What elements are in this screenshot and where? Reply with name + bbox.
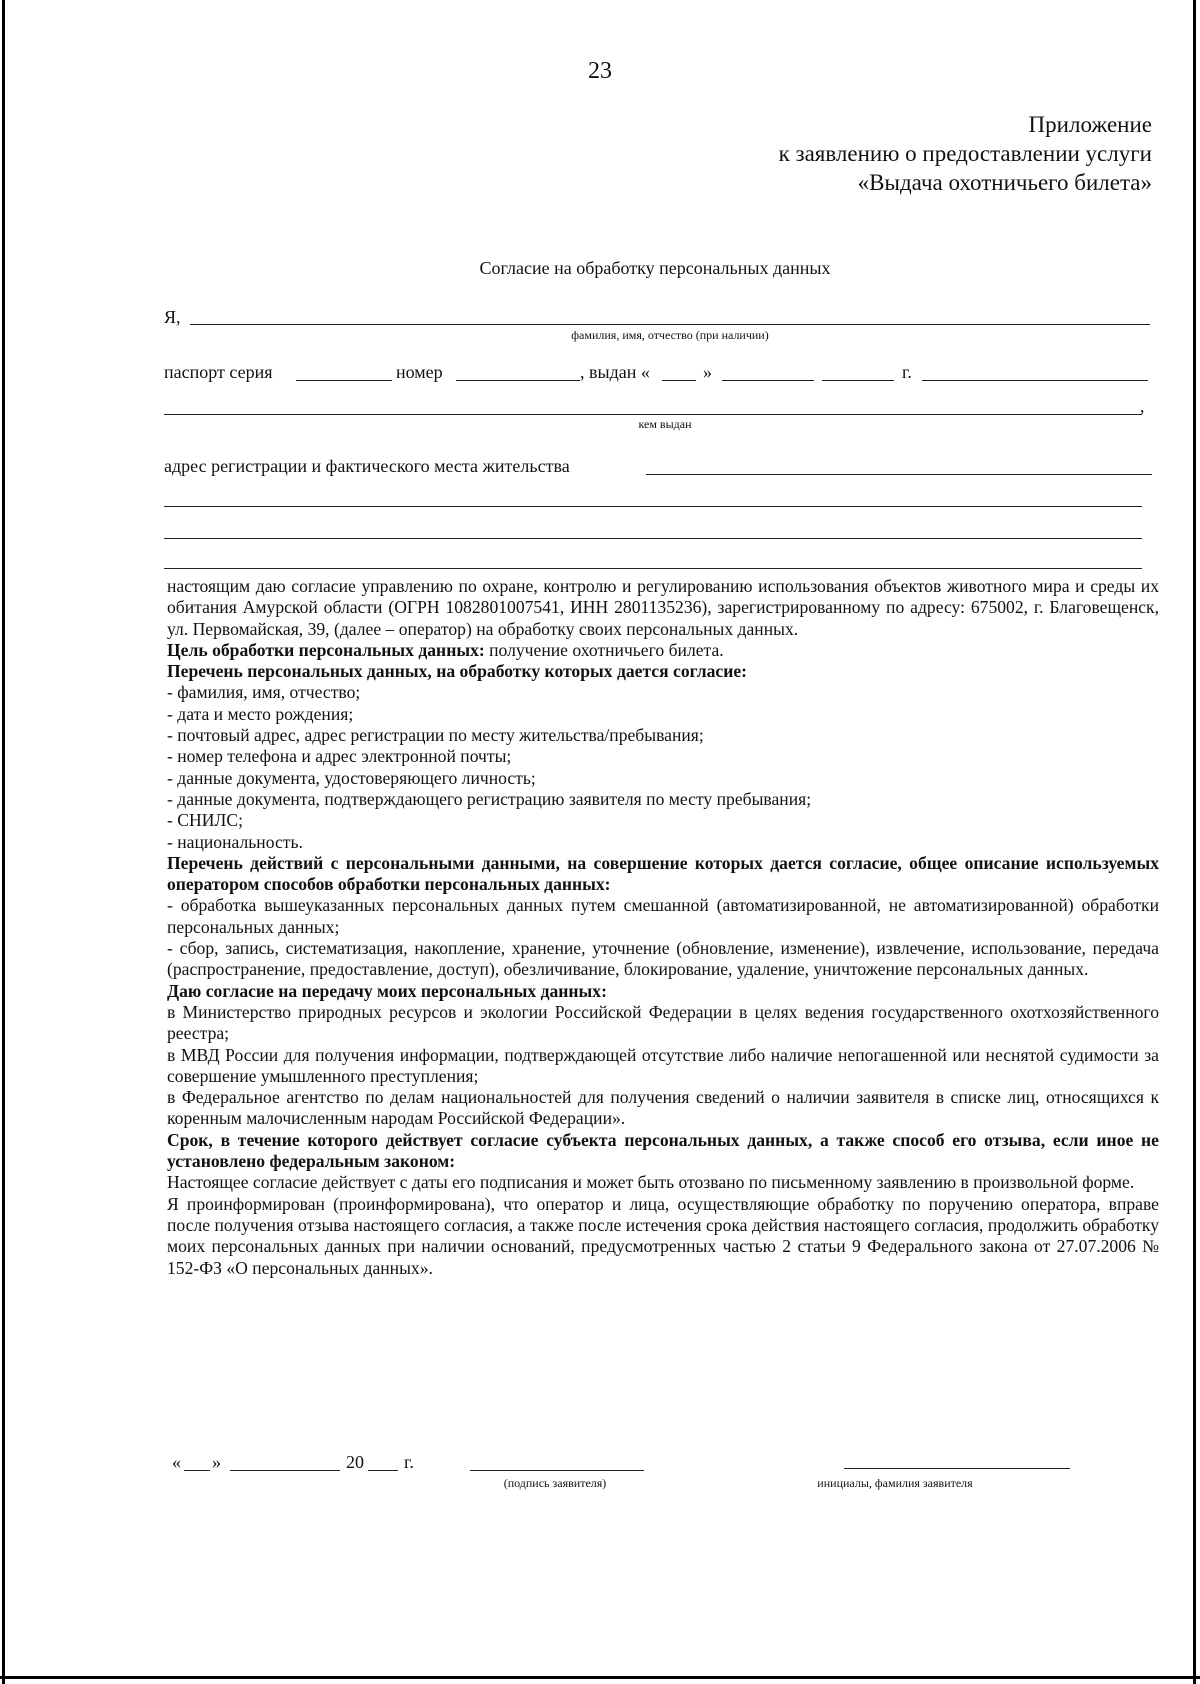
sign-day-field[interactable] xyxy=(184,1470,210,1471)
address-field-2[interactable] xyxy=(164,506,1142,507)
year-suffix: г. xyxy=(404,1452,414,1472)
passport-number-field[interactable] xyxy=(456,380,580,381)
page-border-right xyxy=(1193,0,1196,1684)
appendix-line-1: Приложение xyxy=(1028,112,1152,137)
transfer-item: в МВД России для получения информации, подтверждающей отсутствие либо наличие непогашенной или неснятой судимости за совершение умышленного преступления; xyxy=(167,1044,1159,1086)
page-border-bottom xyxy=(0,1676,1200,1679)
page-number: 23 xyxy=(588,58,612,84)
action-item: - обработка вышеуказанных персональных данных путем смешанной (автоматизированной, не автоматизированной) обработки персональных данных; xyxy=(167,895,1159,937)
list-item: - дата и место рождения; xyxy=(167,703,354,724)
issued-open-label: , выдан « xyxy=(580,362,650,382)
purpose-label: Цель обработки персональных данных: xyxy=(167,639,485,660)
year-mark-label: г. xyxy=(902,362,912,382)
page-border-left xyxy=(2,0,5,1684)
sign-year-field[interactable] xyxy=(368,1470,398,1471)
sign-month-field[interactable] xyxy=(230,1470,340,1471)
passport-number-label: номер xyxy=(396,362,443,382)
applicant-name-field[interactable] xyxy=(844,1468,1070,1469)
list-item: - данные документа, подтверждающего регистрацию заявителя по месту пребывания; xyxy=(167,788,812,809)
data-list-heading: Перечень персональных данных, на обработку которых дается согласие: xyxy=(167,661,748,682)
appendix-line-3: «Выдача охотничьего билета» xyxy=(857,170,1152,195)
signature-field[interactable] xyxy=(470,1470,644,1471)
list-item: - национальность. xyxy=(167,831,303,852)
action-item: - сбор, запись, систематизация, накопление, хранение, уточнение (обновление, изменение), извлечение, использование, передача (распространение, предоставление, доступ), обезличивание, блокирование, удаление, уничтожение персональных данных. xyxy=(167,938,1159,980)
issued-year-field[interactable] xyxy=(822,380,894,381)
list-item: - СНИЛС; xyxy=(167,810,243,831)
address-field-4[interactable] xyxy=(164,568,1142,569)
transfer-item: в Министерство природных ресурсов и экологии Российской Федерации в целях ведения государственного охотхозяйственного реестра; xyxy=(167,1001,1159,1044)
date-open-quote: « xyxy=(172,1452,181,1472)
applicant-name-hint: инициалы, фамилия заявителя xyxy=(817,1476,973,1490)
fio-field[interactable] xyxy=(190,324,1150,325)
list-item: - почтовый адрес, адрес регистрации по месту жительства/пребывания; xyxy=(167,725,704,746)
purpose-paragraph xyxy=(167,640,1159,661)
term-heading: Срок, в течение которого действует согласие субъекта персональных данных, а также способ его отзыва, если иное не установлено федеральным законом: xyxy=(167,1129,1159,1172)
address-field-1[interactable] xyxy=(646,474,1152,475)
issued-by-hint: кем выдан xyxy=(638,417,692,431)
passport-extra-field[interactable] xyxy=(922,380,1148,381)
appendix-line-2: к заявлению о предоставлении услуги xyxy=(778,141,1152,166)
list-item: - фамилия, имя, отчество; xyxy=(167,682,361,703)
issued-month-field[interactable] xyxy=(722,380,814,381)
intro-paragraph: настоящим даю согласие управлению по охране, контролю и регулированию использования объектов животного мира и среды их обитания Амурской области (ОГРН 1082801007541, ИНН 2801135236), зарегистрированному по адресу: 675002, г. Благовещенск, ул. Первомайская, 39, (далее – оператор) на обработку своих персональных данных. xyxy=(167,576,1159,639)
informed-paragraph: Я проинформирован (проинформирована), что оператор и лица, осуществляющие обработку по поручению оператора, вправе после получения отзыва настоящего согласия, а также после истечения срока действия настоящего согласия, продолжить обработку моих персональных данных при наличии оснований, предусмотренных частью 2 статьи 9 Федерального закона от 27.07.2006 № 152-ФЗ «О персональных данных». xyxy=(167,1193,1159,1278)
i-label: Я, xyxy=(164,307,181,327)
date-close-quote: » xyxy=(212,1452,221,1472)
purpose-text: получение охотничьего билета. xyxy=(484,639,724,660)
term-paragraph: Настоящее согласие действует с даты его подписания и может быть отозвано по письменному заявлению в произвольной форме. xyxy=(167,1172,1135,1193)
issued-day-field[interactable] xyxy=(662,380,696,381)
document-title: Согласие на обработку персональных данных xyxy=(479,258,831,278)
issued-by-comma: , xyxy=(1140,396,1145,416)
passport-series-label: паспорт серия xyxy=(164,362,273,382)
transfer-heading: Даю согласие на передачу моих персональных данных: xyxy=(167,980,607,1001)
transfer-item: в Федеральное агентство по делам национальностей для получения сведений о наличии заявителя в списке лиц, относящихся к коренным малочисленным народам Российской Федерации». xyxy=(167,1087,1159,1129)
address-field-3[interactable] xyxy=(164,538,1142,539)
list-item: - номер телефона и адрес электронной почты; xyxy=(167,746,512,767)
fio-hint: фамилия, имя, отчество (при наличии) xyxy=(571,328,769,342)
signature-hint: (подпись заявителя) xyxy=(503,1476,607,1490)
actions-heading: Перечень действий с персональными данными, на совершение которых дается согласие, общее описание используемых оператором способов обработки персональных данных: xyxy=(167,852,1159,895)
appendix-header xyxy=(779,110,1152,197)
passport-series-field[interactable] xyxy=(296,380,392,381)
list-item: - данные документа, удостоверяющего личность; xyxy=(167,767,536,788)
issued-by-field[interactable] xyxy=(164,414,1142,415)
year-prefix: 20 xyxy=(346,1452,364,1472)
consent-body xyxy=(167,576,1159,1279)
address-label: адрес регистрации и фактического места жительства xyxy=(164,456,570,476)
issued-close-label: » xyxy=(703,362,712,382)
